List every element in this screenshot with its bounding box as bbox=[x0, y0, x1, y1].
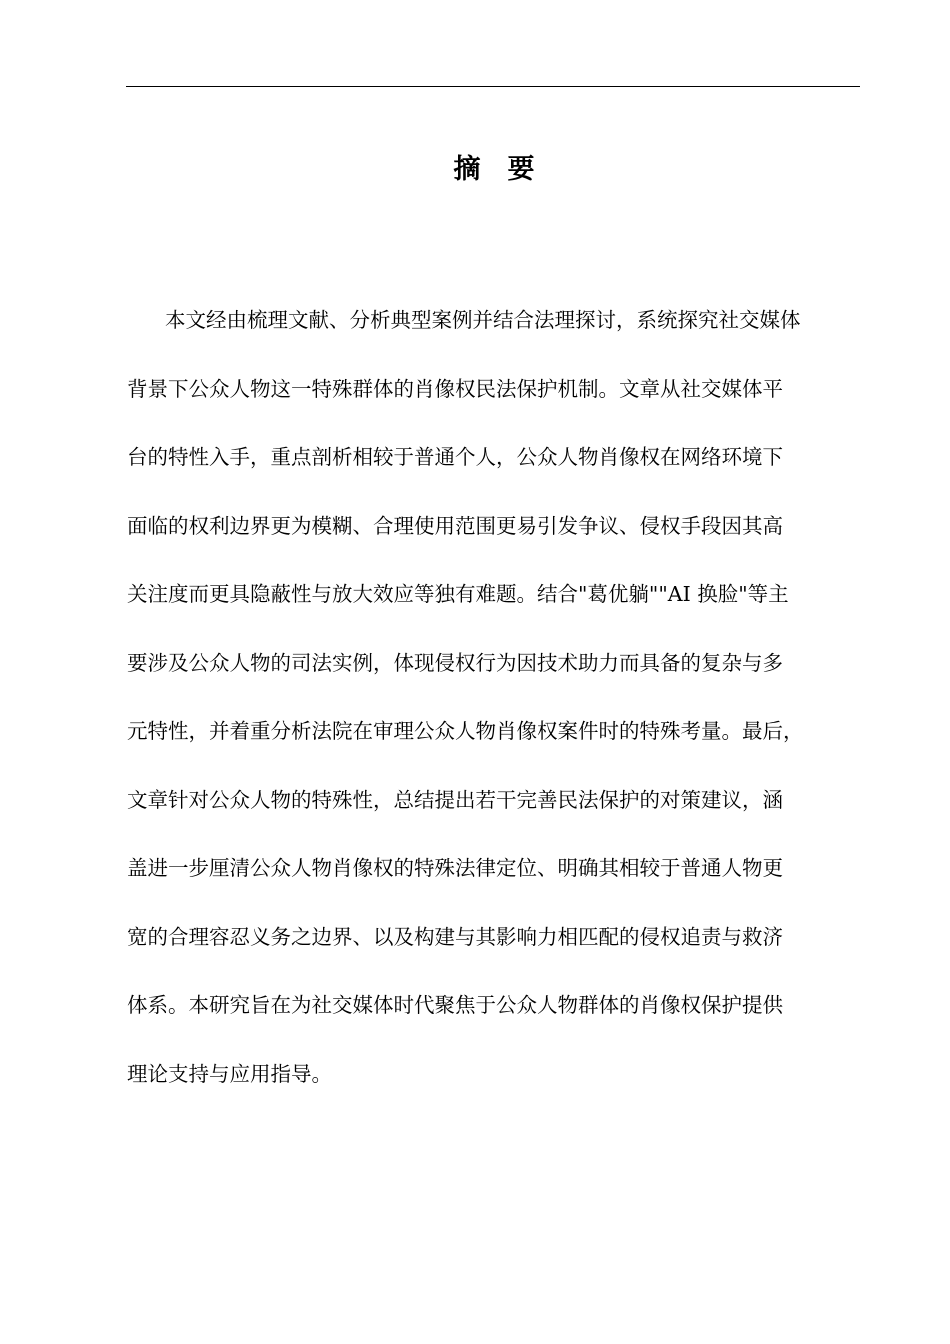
abstract-line: 盖进一步厘清公众人物肖像权的特殊法律定位、明确其相较于普通人物更 bbox=[127, 856, 783, 880]
abstract-line: 理论支持与应用指导。 bbox=[127, 1061, 332, 1086]
abstract-line: 关注度而更具隐蔽性与放大效应等独有难题。结合"葛优躺""AI 换脸"等主 bbox=[127, 582, 789, 606]
abstract-line: 体系。本研究旨在为社交媒体时代聚焦于公众人物群体的肖像权保护提供 bbox=[127, 993, 783, 1017]
abstract-line: 本文经由梳理文献、分析典型案例并结合法理探讨，系统探究社交媒体 bbox=[165, 308, 801, 332]
abstract-line: 面临的权利边界更为模糊、合理使用范围更易引发争议、侵权手段因其高 bbox=[127, 513, 783, 538]
abstract-line: 元特性，并着重分析法院在审理公众人物肖像权案件时的特殊考量。最后， bbox=[127, 719, 804, 743]
page-title: 摘 要 bbox=[453, 154, 535, 185]
abstract-line: 文章针对公众人物的特殊性，总结提出若干完善民法保护的对策建议，涵 bbox=[127, 787, 783, 812]
abstract-line: 台的特性入手，重点剖析相较于普通个人，公众人物肖像权在网络环境下 bbox=[127, 445, 783, 469]
abstract-line: 要涉及公众人物的司法实例，体现侵权行为因技术助力而具备的复杂与多 bbox=[127, 650, 783, 675]
header-rule bbox=[126, 86, 860, 87]
abstract-line: 背景下公众人物这一特殊群体的肖像权民法保护机制。文章从社交媒体平 bbox=[127, 376, 783, 401]
abstract-body bbox=[127, 286, 861, 1108]
abstract-line: 宽的合理容忍义务之边界、以及构建与其影响力相匹配的侵权追责与救济 bbox=[127, 924, 783, 949]
